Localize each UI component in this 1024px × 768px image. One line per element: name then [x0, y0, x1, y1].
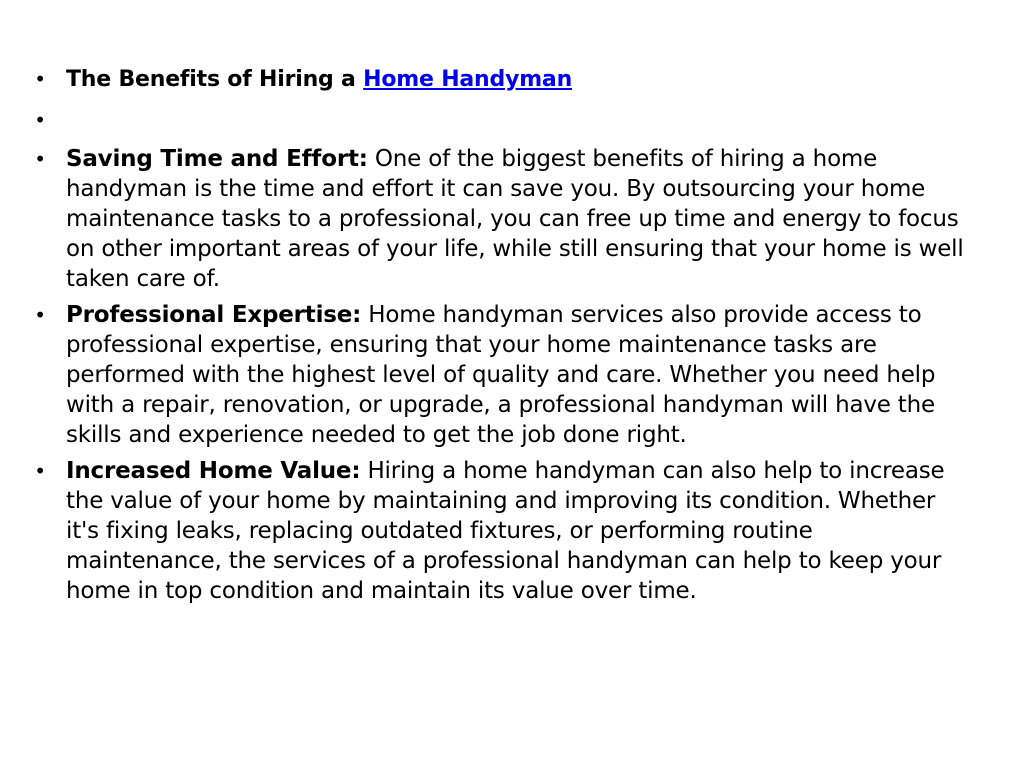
- bullet-list: [30, 64, 964, 606]
- bullet-icon: •: [34, 459, 46, 483]
- bullet-icon: •: [34, 147, 46, 171]
- home-handyman-link[interactable]: Home Handyman: [363, 67, 573, 92]
- bullet-text: Home handyman services also provide access to professional expertise, ensuring that your home maintenance tasks are performed with the highest level of quality and care. Whether you need help with a repair, renovation, or upgrade, a professional handyman will have the skills and experience needed to get the job done right.: [66, 302, 936, 448]
- bullet-icon: •: [34, 108, 46, 132]
- bullet-icon: •: [34, 67, 46, 91]
- bullet-heading: Saving Time and Effort:: [66, 146, 368, 172]
- bullet-text: One of the biggest benefits of hiring a home handyman is the time and effort it can save you. By outsourcing your home maintenance tasks to a professional, you can free up time and energy to focus on other important areas of your life, while still ensuring that your home is well taken care of.: [66, 146, 964, 292]
- bullet-saving-time: [30, 144, 964, 294]
- bullet-professional-expertise: [30, 300, 964, 450]
- bullet-icon: •: [34, 303, 46, 327]
- bullet-heading: Increased Home Value:: [66, 458, 361, 484]
- bullet-heading: Professional Expertise:: [66, 302, 362, 328]
- bullet-increased-home-value: [30, 456, 964, 606]
- empty-bullet: [30, 105, 964, 135]
- title-bullet: [30, 64, 964, 95]
- bullet-text: Hiring a home handyman can also help to increase the value of your home by maintaining and improving its condition. Whether it's fixing leaks, replacing outdated fixtures, or performing routine maintenance, the services of a professional handyman can help to keep your home in top condition and maintain its value over time.: [66, 458, 945, 604]
- title-prefix: The Benefits of Hiring a: [66, 67, 364, 92]
